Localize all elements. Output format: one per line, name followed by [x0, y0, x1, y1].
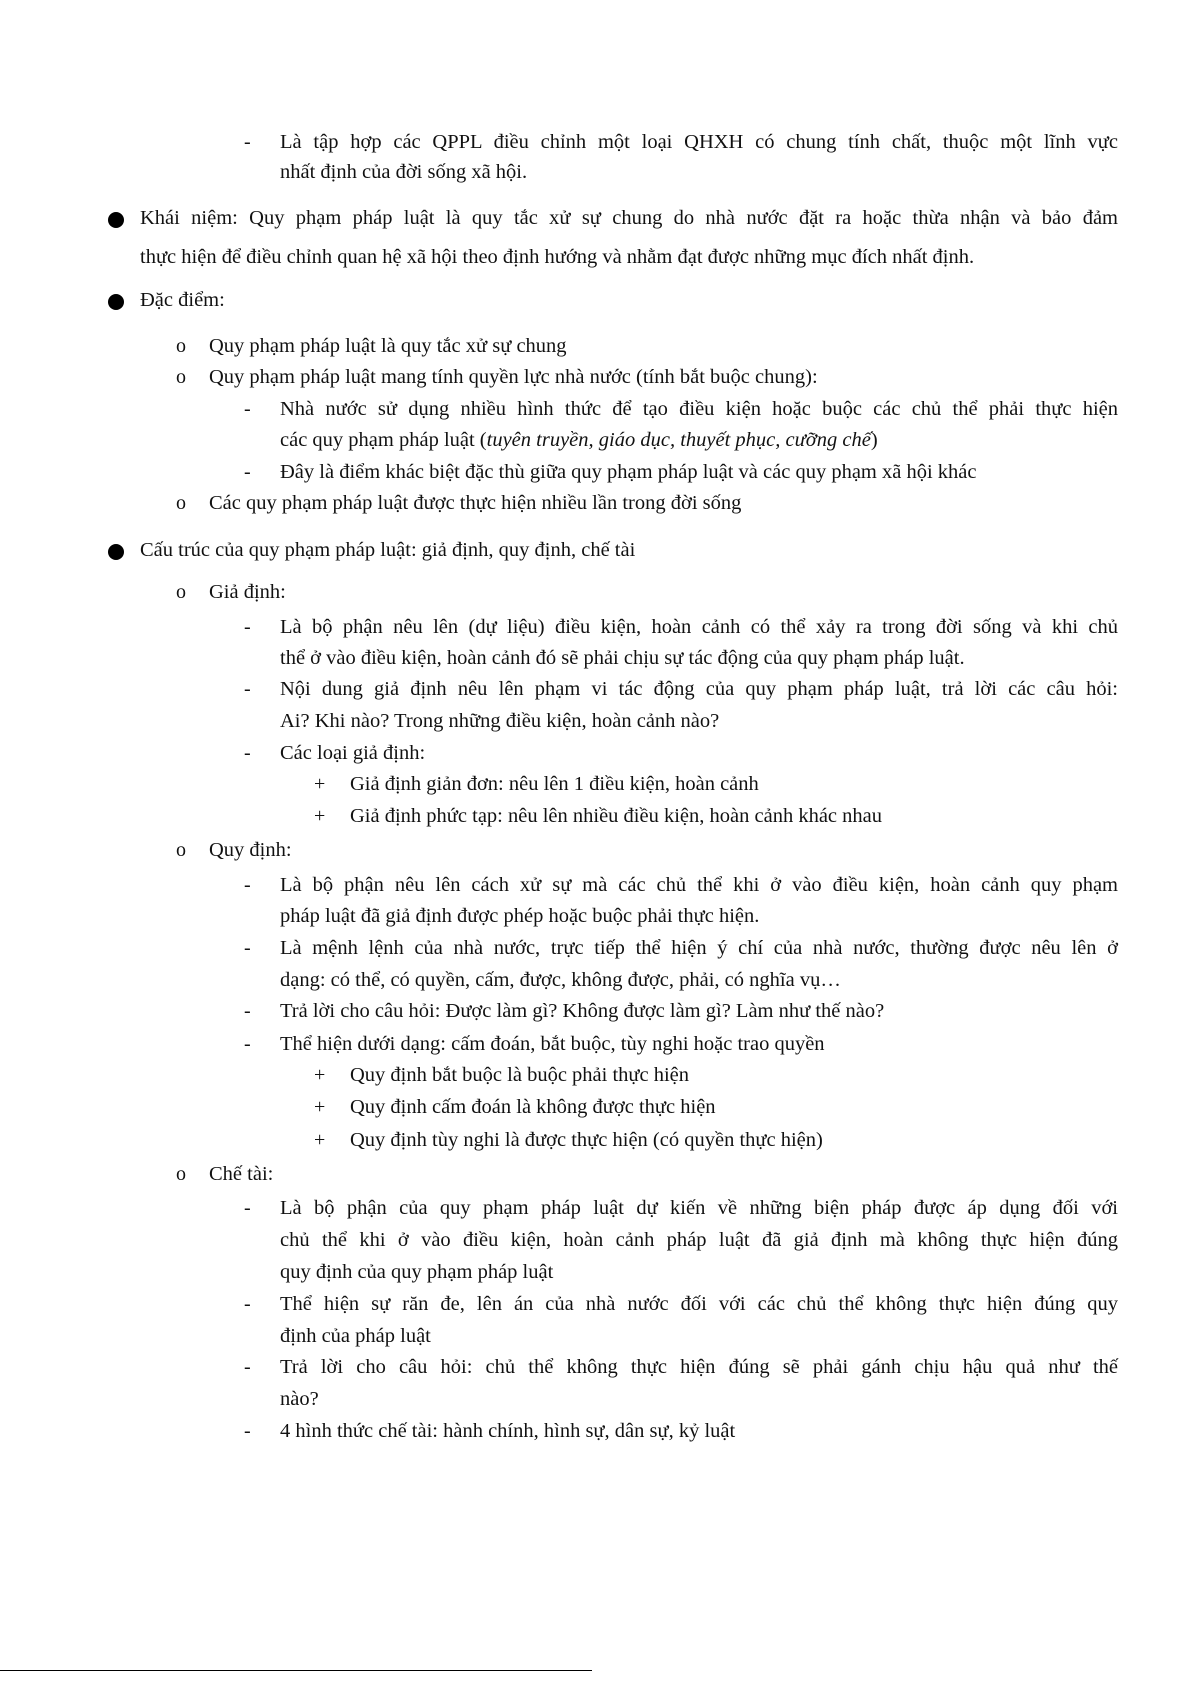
sanction-4: 4 hình thức chế tài: hành chính, hình sự, dân sự, kỷ luật: [280, 1420, 736, 1442]
dash-marker: -: [244, 1197, 251, 1219]
dash-marker: -: [244, 1033, 251, 1055]
assume-title: Giả định:: [209, 581, 286, 603]
rule-4-3: Quy định tùy nghi là được thực hiện (có quyền thực hiện): [350, 1129, 823, 1151]
feature-item-3: Các quy phạm pháp luật được thực hiện nhiều lần trong đời sống: [209, 492, 742, 514]
assume-2-line-1: Nội dung giả định nêu lên phạm vi tác động của quy phạm pháp luật, trả lời các câu hỏi:: [280, 678, 1118, 700]
feature-2a-line-2: các quy phạm pháp luật (tuyên truyền, giáo dục, thuyết phục, cưỡng chế): [280, 429, 878, 451]
intro-line-1: Là tập hợp các QPPL điều chỉnh một loại QHXH có chung tính chất, thuộc một lĩnh vực: [280, 131, 1118, 153]
sanction-2-line-1: Thể hiện sự răn đe, lên án của nhà nước đối với các chủ thể không thực hiện đúng quy: [280, 1293, 1118, 1315]
rule-2-line-2: dạng: có thể, có quyền, cấm, được, không được, phải, có nghĩa vụ…: [280, 969, 841, 991]
circle-marker: o: [176, 335, 186, 357]
dash-marker: -: [244, 398, 251, 420]
dash-marker: -: [244, 1420, 251, 1442]
sanction-1-line-1: Là bộ phận của quy phạm pháp luật dự kiến về những biện pháp được áp dụng đối với: [280, 1197, 1118, 1219]
dash-marker: -: [244, 616, 251, 638]
sanction-1-line-3: quy định của quy phạm pháp luật: [280, 1261, 554, 1283]
assume-2-line-2: Ai? Khi nào? Trong những điều kiện, hoàn cảnh nào?: [280, 710, 720, 732]
sanction-1-line-2: chủ thể khi ở vào điều kiện, hoàn cảnh pháp luật đã giả định mà không thực hiện đúng: [280, 1229, 1118, 1251]
feature-2b: Đây là điểm khác biệt đặc thù giữa quy phạm pháp luật và các quy phạm xã hội khác: [280, 461, 977, 483]
intro-line-2: nhất định của đời sống xã hội.: [280, 161, 528, 183]
sanction-2-line-2: định của pháp luật: [280, 1325, 431, 1347]
bullet-dot: [108, 294, 124, 310]
rule-4-2: Quy định cấm đoán là không được thực hiện: [350, 1096, 716, 1118]
dash-marker: -: [244, 1293, 251, 1315]
sanction-3-line-2: nào?: [280, 1388, 319, 1410]
circle-marker: o: [176, 366, 186, 388]
assume-3: Các loại giả định:: [280, 742, 426, 764]
bullet-dot: [108, 212, 124, 228]
bullet-dot: [108, 544, 124, 560]
dash-marker: -: [244, 678, 251, 700]
circle-marker: o: [176, 839, 186, 861]
assume-1-line-1: Là bộ phận nêu lên (dự liệu) điều kiện, hoàn cảnh có thể xảy ra trong đời sống và khi chủ: [280, 616, 1118, 638]
rule-3: Trả lời cho câu hỏi: Được làm gì? Không được làm gì? Làm như thế nào?: [280, 1000, 885, 1022]
dash-marker: -: [244, 1356, 251, 1378]
rule-title: Quy định:: [209, 839, 292, 861]
rule-1-line-2: pháp luật đã giả định được phép hoặc buộc phải thực hiện.: [280, 905, 760, 927]
rule-4-1: Quy định bắt buộc là buộc phải thực hiện: [350, 1064, 690, 1086]
dash-marker: -: [244, 742, 251, 764]
circle-marker: o: [176, 581, 186, 603]
plus-marker: +: [314, 1129, 326, 1151]
dash-marker: -: [244, 1000, 251, 1022]
dash-marker: -: [244, 874, 251, 896]
plus-marker: +: [314, 1096, 326, 1118]
sanction-title: Chế tài:: [209, 1163, 274, 1185]
dash-marker: -: [244, 131, 251, 153]
feature-item-2: Quy phạm pháp luật mang tính quyền lực nhà nước (tính bắt buộc chung):: [209, 366, 818, 388]
rule-2-line-1: Là mệnh lệnh của nhà nước, trực tiếp thể hiện ý chí của nhà nước, thường được nêu lên ở: [280, 937, 1118, 959]
feature-item-1: Quy phạm pháp luật là quy tắc xử sự chung: [209, 335, 567, 357]
feature-2a-line-1: Nhà nước sử dụng nhiều hình thức để tạo điều kiện hoặc buộc các chủ thể phải thực hiện: [280, 398, 1118, 420]
sanction-3-line-1: Trả lời cho câu hỏi: chủ thể không thực hiện đúng sẽ phải gánh chịu hậu quả như thế: [280, 1356, 1118, 1378]
assume-3-1: Giả định giản đơn: nêu lên 1 điều kiện, hoàn cảnh: [350, 773, 759, 795]
concept-line-1: Khái niệm: Quy phạm pháp luật là quy tắc xử sự chung do nhà nước đặt ra hoặc thừa nhận và bảo đảm: [140, 207, 1118, 229]
assume-3-2: Giả định phức tạp: nêu lên nhiều điều kiện, hoàn cảnh khác nhau: [350, 805, 882, 827]
features-heading: Đặc điểm:: [140, 289, 225, 311]
dash-marker: -: [244, 461, 251, 483]
circle-marker: o: [176, 1163, 186, 1185]
rule-1-line-1: Là bộ phận nêu lên cách xử sự mà các chủ thể khi ở vào điều kiện, hoàn cảnh quy phạm: [280, 874, 1118, 896]
dash-marker: -: [244, 937, 251, 959]
rule-4: Thể hiện dưới dạng: cấm đoán, bắt buộc, tùy nghi hoặc trao quyền: [280, 1033, 825, 1055]
circle-marker: o: [176, 492, 186, 514]
structure-heading: Cấu trúc của quy phạm pháp luật: giả định, quy định, chế tài: [140, 539, 636, 561]
plus-marker: +: [314, 773, 326, 795]
concept-line-2: thực hiện để điều chỉnh quan hệ xã hội theo định hướng và nhằm đạt được những mục đích nhất định.: [140, 246, 975, 268]
plus-marker: +: [314, 1064, 326, 1086]
page-bottom-rule: [0, 1670, 592, 1671]
assume-1-line-2: thể ở vào điều kiện, hoàn cảnh đó sẽ phải chịu sự tác động của quy phạm pháp luật.: [280, 647, 965, 669]
plus-marker: +: [314, 805, 326, 827]
